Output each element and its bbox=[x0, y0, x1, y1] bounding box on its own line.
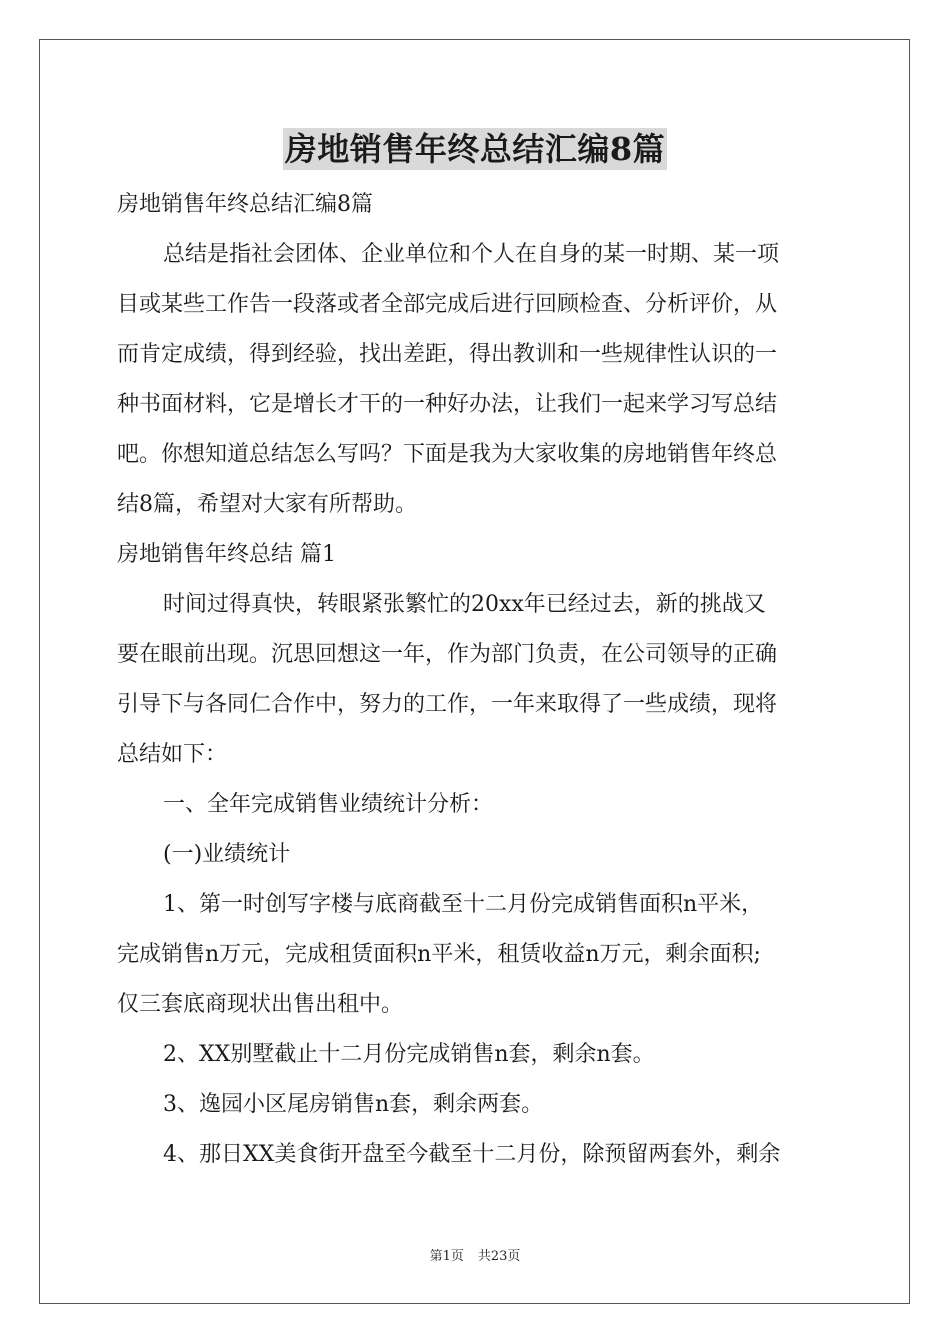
body-line: 结8篇，希望对大家有所帮助。 bbox=[117, 492, 417, 517]
body-line: 4、那日XX美食街开盘至今截至十二月份，除预留两套外，剩余 bbox=[163, 1142, 781, 1167]
body-line: 种书面材料，它是增长才干的一种好办法，让我们一起来学习写总结 bbox=[117, 392, 778, 417]
document-body bbox=[117, 180, 847, 1180]
body-line: 一、全年完成销售业绩统计分析： bbox=[163, 792, 494, 817]
section-heading: 房地销售年终总结 篇1 bbox=[117, 542, 336, 567]
title-area bbox=[0, 128, 950, 170]
body-line: 时间过得真快，转眼紧张繁忙的20xx年已经过去，新的挑战又 bbox=[163, 592, 766, 617]
body-line: 2、XX别墅截止十二月份完成销售n套，剩余n套。 bbox=[163, 1042, 655, 1067]
body-line: 引导下与各同仁合作中，努力的工作，一年来取得了一些成绩，现将 bbox=[117, 692, 778, 717]
page-total: 共23页 bbox=[477, 1249, 521, 1264]
body-line: 吧。你想知道总结怎么写吗？下面是我为大家收集的房地销售年终总 bbox=[117, 442, 778, 467]
page-footer bbox=[0, 1248, 950, 1266]
body-line: 仅三套底商现状出售出租中。 bbox=[117, 992, 404, 1017]
body-line: 总结是指社会团体、企业单位和个人在自身的某一时期、某一项 bbox=[163, 242, 780, 267]
body-line: 1、第一时创写字楼与底商截至十二月份完成销售面积n平米， bbox=[163, 892, 764, 917]
body-line: 房地销售年终总结汇编8篇 bbox=[117, 192, 373, 217]
page-number: 第1页 bbox=[429, 1249, 464, 1264]
body-line: 目或某些工作告一段落或者全部完成后进行回顾检查、分析评价，从 bbox=[117, 292, 778, 317]
body-line: (一)业绩统计 bbox=[163, 842, 291, 867]
body-line: 而肯定成绩，得到经验，找出差距，得出教训和一些规律性认识的一 bbox=[117, 342, 778, 367]
body-line: 3、逸园小区尾房销售n套，剩余两套。 bbox=[163, 1092, 544, 1117]
document-title: 房地销售年终总结汇编8篇 bbox=[284, 130, 666, 168]
body-line: 总结如下： bbox=[117, 742, 228, 767]
body-line: 完成销售n万元，完成租赁面积n平米，租赁收益n万元，剩余面积; bbox=[117, 942, 761, 967]
body-line: 要在眼前出现。沉思回想这一年，作为部门负责，在公司领导的正确 bbox=[117, 642, 778, 667]
